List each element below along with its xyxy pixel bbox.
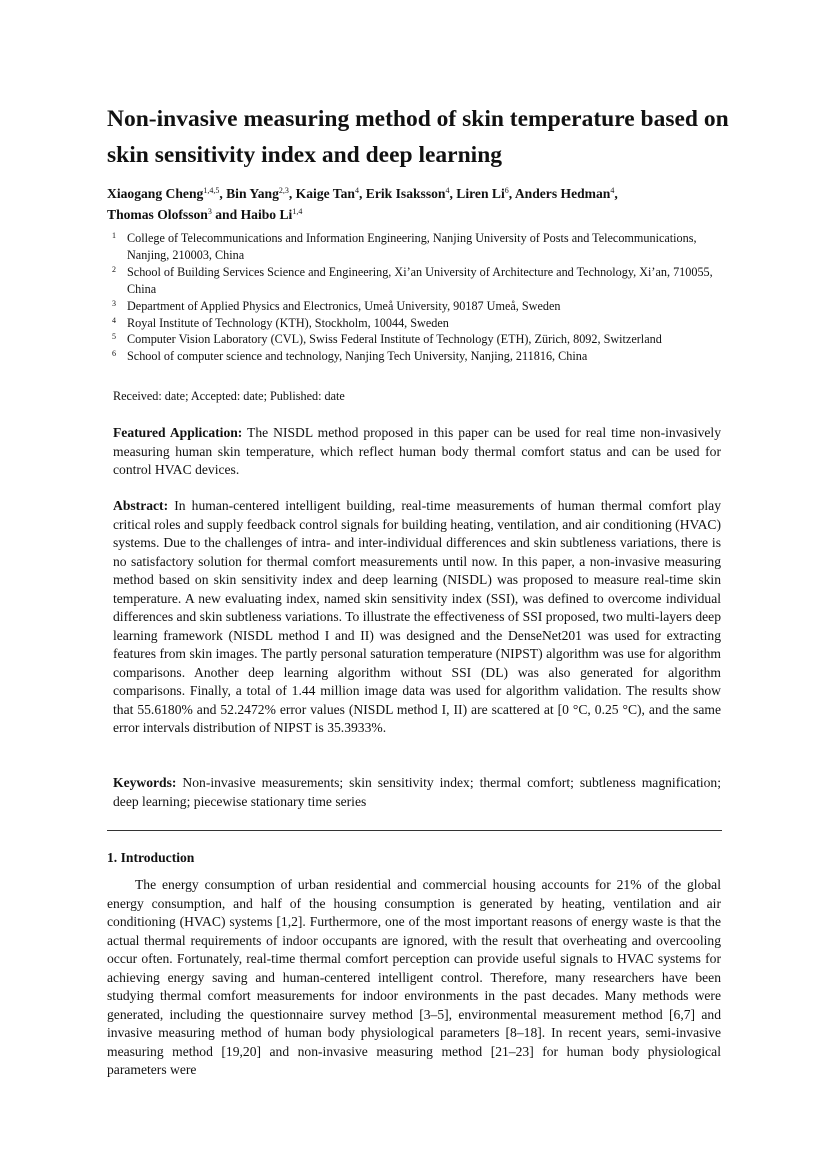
author: Bin Yang$^{2,3}$, [226, 186, 296, 201]
abstract-label: Abstract: [113, 498, 169, 513]
affiliation-item: 4 Royal Institute of Technology (KTH), Stockholm, 10044, Sweden [112, 315, 449, 330]
introduction-text: The energy consumption of urban residential and commercial housing accounts for 21% of the global energy consumption, and half of the housing consumption is generated by heating, ventilation and air conditioning (HVAC) systems [1,2]. Furthermore, one of the most important reasons of energy waste is that the actual thermal requirements of indoor occupants are ignored, with the result that overheating and overcooling occur often. Fortunately, real-time thermal comfort perception can provide useful signals to HVAC systems for achieving energy saving and human-centered intelligent control. Therefore, many researchers have been studying thermal comfort measurements for indoor environments in the past decades. Many methods were generated, including the questionnaire survey method [3–5], environmental measurement method [6,7] and invasive measuring method of human body physiological parameters [8–18]. In recent years, semi-invasive measuring method [19,20] and non-invasive measuring method [21–23] for human body physiological parameters were [107, 877, 721, 1077]
author: Haibo Li$^{1,4}$ [240, 207, 303, 222]
featured-label: Featured Application: [113, 425, 243, 440]
affiliation-item: 1 College of Telecommunications and Information Engineering, Nanjing University of Posts and Telecommunications, Nanjing, 210003, China [112, 231, 697, 262]
author-list [107, 183, 727, 225]
publication-dates: Received: date; Accepted: date; Published: date [113, 389, 345, 403]
author: Anders Hedman$^4$, [514, 186, 618, 201]
affiliation-item: 6 School of computer science and technology, Nanjing Tech University, Nanjing, 211816, China [112, 349, 588, 364]
abstract: Abstract: In human-centered intelligent building, real-time measurements of human thermal comfort play critical roles and supply feedback control signals for building heating, ventilation, and air conditioning (HVAC) systems. Due to the challenges of intra- and inter-individual differences and skin subtleness variations, there is no satisfactory solution for thermal comfort measurements until now. In this paper, a non-invasive measuring method based on skin sensitivity index and deep learning (NISDL) was proposed to measure real-time skin temperature. A new evaluating index, named skin sensitivity index (SSI), was defined to overcome individual differences and skin subtleness variations. To illustrate the effectiveness of SSI proposed, two multi-layers deep learning framework (NISDL method I and II) was designed and the DenseNet201 was used for extracting features from skin images. The partly personal saturation temperature (NIPST) algorithm was use for algorithm comparisons. Another deep learning algorithm without SSI (DL) was also generated for algorithm comparisons. Finally, a total of 1.44 million image data was used for algorithm validation. The results show that 55.6180% and 52.2472% error values (NISDL method I, II) are scattered at [0 °C, 0.25 °C), and the same error intervals distribution of NIPST is 35.3933%. [113, 498, 721, 735]
author: Kaige Tan$^4$, [295, 186, 366, 201]
affiliation-item: 3 Department of Applied Physics and Electronics, Umeå University, 90187 Umeå, Sweden [112, 298, 561, 313]
affiliation-list [107, 230, 727, 365]
paper-title: Non-invasive measuring method of skin temperature based on skin sensitivity index and deep learning [107, 106, 729, 168]
affiliation-item: 5 Computer Vision Laboratory (CVL), Swiss Federal Institute of Technology (ETH), Zürich, 8092, Switzerland [112, 332, 662, 347]
keywords: Keywords: Non-invasive measurements; skin sensitivity index; thermal comfort; subtleness magnification; deep learning; piecewise stationary time series [113, 775, 721, 809]
featured-application: Featured Application: The NISDL method proposed in this paper can be used for real time non-invasively measuring human skin temperature, which reflect human body thermal comfort status and can be used for control HVAC devices. [113, 425, 721, 477]
author: Liren Li$^6$, [456, 186, 515, 201]
author: Thomas Olofsson$^3$ and [107, 207, 241, 222]
section-divider [107, 830, 722, 831]
author: Xiaogang Cheng$^{1,4,5}$, [107, 186, 227, 201]
keywords-label: Keywords: [113, 775, 177, 790]
section-heading: 1. Introduction [107, 850, 195, 865]
affiliation-item: 2 School of Building Services Science and Engineering, Xi’an University of Architecture and Technology, Xi’an, 710055, China [112, 264, 713, 296]
author: Erik Isaksson$^4$, [365, 186, 457, 201]
